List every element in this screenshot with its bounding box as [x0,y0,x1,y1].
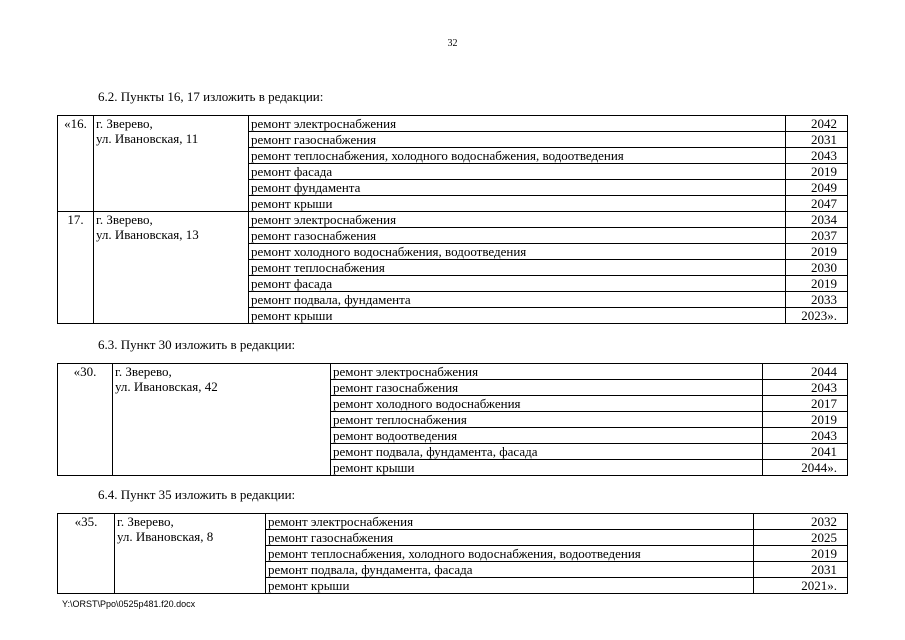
work-name: ремонт подвала, фундамента, фасада [331,444,763,460]
work-name: ремонт холодного водоснабжения, водоотведения [249,244,786,260]
work-name: ремонт подвала, фундамента, фасада [266,562,754,578]
work-name: ремонт газоснабжения [249,228,786,244]
section-heading-6-4: 6.4. Пункт 35 изложить в редакции: [98,487,296,502]
address-line: г. Зверево, [117,514,174,529]
address-line: г. Зверево, [96,116,153,131]
work-name: ремонт газоснабжения [266,530,754,546]
work-year: 2032 [754,514,848,530]
work-year: 2041 [763,444,848,460]
work-name: ремонт крыши [249,308,786,324]
work-name: ремонт крыши [331,460,763,476]
work-name: ремонт газоснабжения [331,380,763,396]
work-year: 2019 [786,164,848,180]
work-year: 2019 [754,546,848,562]
work-name: ремонт теплоснабжения, холодного водоснабжения, водоотведения [249,148,786,164]
item-address [113,364,331,476]
work-name: ремонт электроснабжения [249,212,786,228]
work-year: 2044 [763,364,848,380]
table-row [58,212,848,228]
table-row [58,514,848,530]
work-year: 2034 [786,212,848,228]
table-items-16-17 [57,115,848,324]
work-year: 2023». [786,308,848,324]
item-number: «35. [58,514,115,594]
footer-file-path: Y:\ORST\Ppo\0525p481.f20.docx [62,599,196,609]
table-item-30 [57,363,848,476]
work-year: 2033 [786,292,848,308]
work-name: ремонт теплоснабжения, холодного водоснабжения, водоотведения [266,546,754,562]
work-name: ремонт крыши [266,578,754,594]
work-year: 2031 [786,132,848,148]
table-row [58,116,848,132]
work-year: 2019 [786,276,848,292]
item-number: 17. [58,212,94,324]
work-year: 2025 [754,530,848,546]
item-address [94,212,249,324]
section-heading-6-2: 6.2. Пункты 16, 17 изложить в редакции: [98,89,324,104]
work-name: ремонт газоснабжения [249,132,786,148]
work-year: 2043 [763,428,848,444]
item-address [94,116,249,212]
work-year: 2031 [754,562,848,578]
work-year: 2047 [786,196,848,212]
work-name: ремонт электроснабжения [331,364,763,380]
work-year: 2030 [786,260,848,276]
item-number: «16. [58,116,94,212]
address-line: ул. Ивановская, 42 [115,379,218,394]
work-year: 2042 [786,116,848,132]
work-name: ремонт теплоснабжения [249,260,786,276]
page-number: 32 [447,38,458,49]
work-year: 2043 [786,148,848,164]
address-line: г. Зверево, [115,364,172,379]
address-line: ул. Ивановская, 11 [96,131,199,146]
table-row [58,364,848,380]
work-name: ремонт крыши [249,196,786,212]
section-heading-6-3: 6.3. Пункт 30 изложить в редакции: [98,337,296,352]
table-item-35 [57,513,848,594]
work-name: ремонт холодного водоснабжения [331,396,763,412]
work-name: ремонт фундамента [249,180,786,196]
work-name: ремонт подвала, фундамента [249,292,786,308]
address-line: ул. Ивановская, 8 [117,529,214,544]
work-year: 2037 [786,228,848,244]
work-name: ремонт электроснабжения [266,514,754,530]
item-address [115,514,266,594]
work-year: 2017 [763,396,848,412]
work-name: ремонт фасада [249,276,786,292]
work-year: 2021». [754,578,848,594]
address-line: г. Зверево, [96,212,153,227]
address-line: ул. Ивановская, 13 [96,227,199,242]
work-name: ремонт теплоснабжения [331,412,763,428]
work-year: 2044». [763,460,848,476]
work-year: 2019 [786,244,848,260]
work-name: ремонт электроснабжения [249,116,786,132]
work-year: 2049 [786,180,848,196]
work-name: ремонт фасада [249,164,786,180]
work-year: 2019 [763,412,848,428]
work-name: ремонт водоотведения [331,428,763,444]
work-year: 2043 [763,380,848,396]
item-number: «30. [58,364,113,476]
